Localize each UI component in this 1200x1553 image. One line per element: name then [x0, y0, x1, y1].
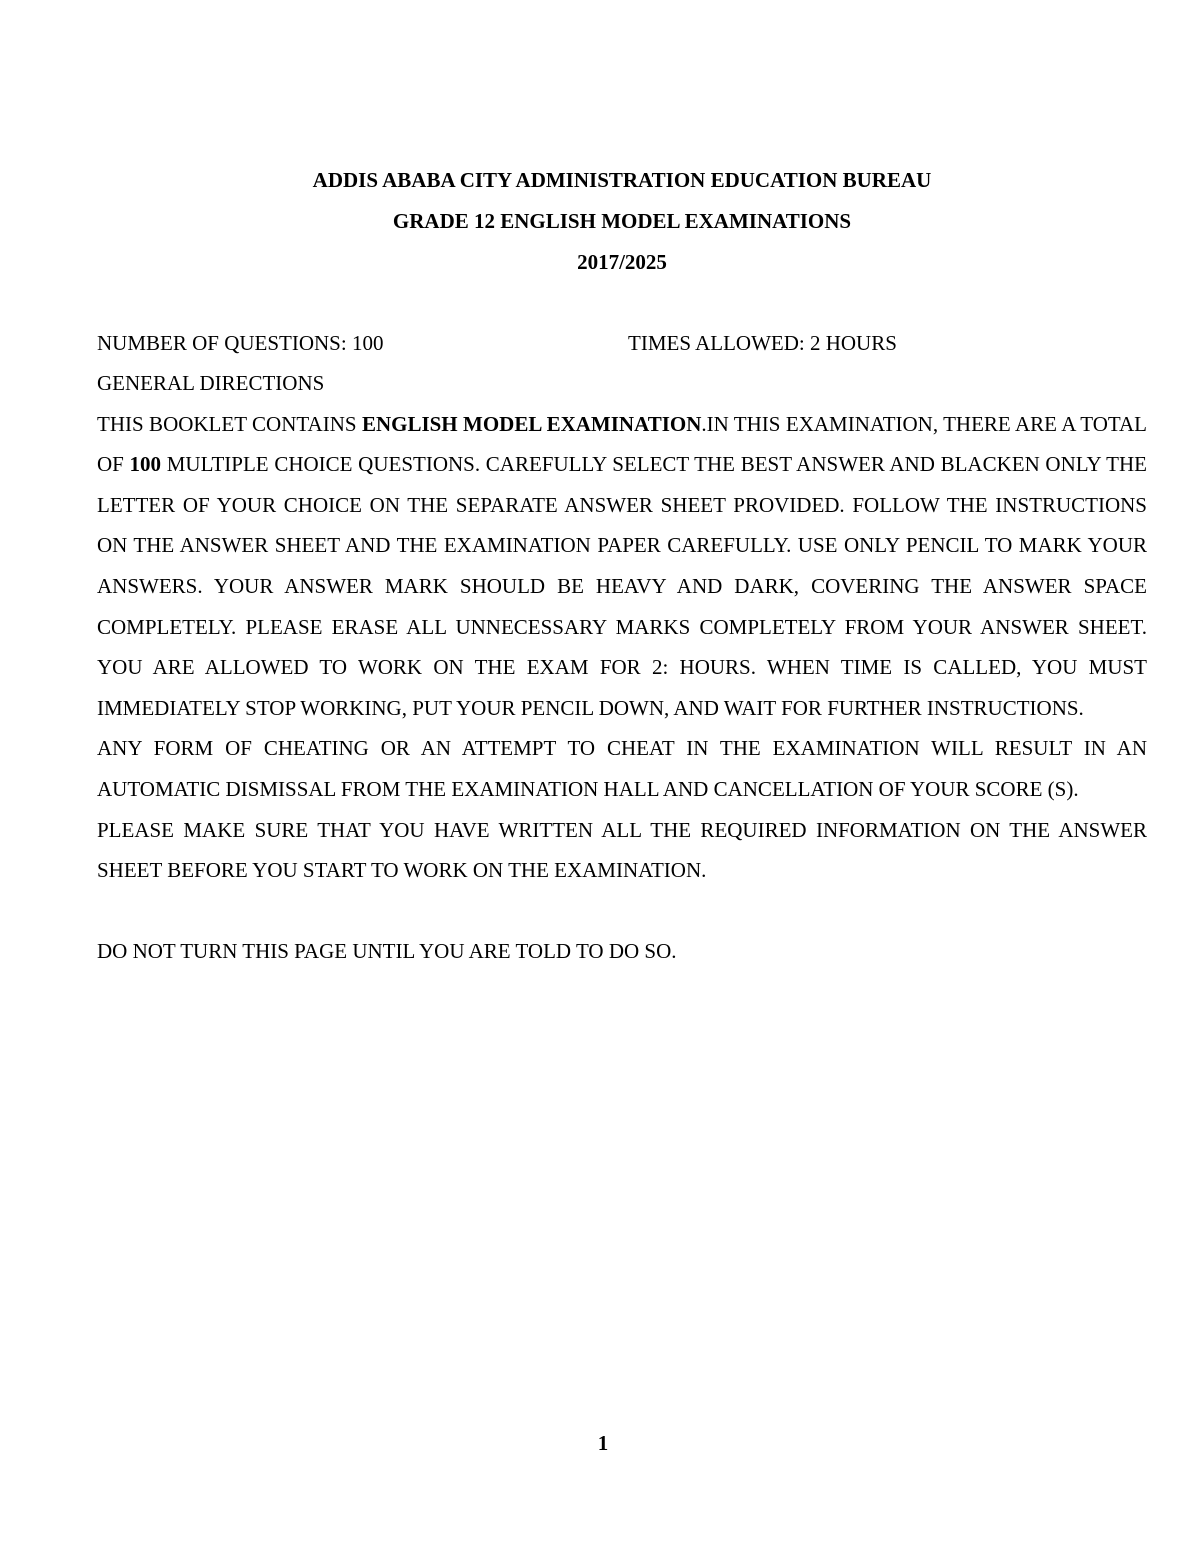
page-number: 1 — [597, 1431, 609, 1455]
directions-paragraph-1 — [97, 404, 1147, 729]
exam-name-emphasis: ENGLISH MODEL EXAMINATION — [361, 411, 702, 436]
directions-heading: GENERAL DIRECTIONS — [97, 371, 325, 395]
directions-paragraph-1-text-a: THIS BOOKLET CONTAINS — [97, 411, 362, 436]
header-institution: ADDIS ABABA CITY ADMINISTRATION EDUCATION BUREAU — [312, 168, 932, 192]
document-header — [0, 160, 1200, 283]
general-directions — [97, 363, 1147, 971]
paragraph-spacer — [97, 891, 1147, 931]
cheating-warning-paragraph: ANY FORM OF CHEATING OR AN ATTEMPT TO CHEAT IN THE EXAMINATION WILL RESULT IN AN AUTOMATIC DISMISSAL FROM THE EXAMINATION HALL AND CANCELLATION OF YOUR SCORE (S). — [97, 736, 1147, 801]
time-allowed: TIMES ALLOWED: 2 HOURS — [628, 331, 897, 355]
do-not-turn-warning: DO NOT TURN THIS PAGE UNTIL YOU ARE TOLD TO DO SO. — [97, 938, 677, 963]
question-count-emphasis: 100 — [129, 452, 162, 477]
exam-meta — [97, 323, 1147, 363]
answer-sheet-reminder-paragraph: PLEASE MAKE SURE THAT YOU HAVE WRITTEN ALL THE REQUIRED INFORMATION ON THE ANSWER SHEET BEFORE YOU START TO WORK ON THE EXAMINATION. — [97, 817, 1147, 883]
header-year: 2017/2025 — [577, 250, 667, 274]
directions-paragraph-1-text-c: MULTIPLE CHOICE QUESTIONS. CAREFULLY SELECT THE BEST ANSWER AND BLACKEN ONLY THE LETTER OF YOUR CHOICE ON THE SEPARATE ANSWER SHEET PROVIDED. FOLLOW THE INSTRUCTIONS ON THE ANSWER SHEET AND THE EXAMINATION PAPER CAREFULLY. USE ONLY PENCIL TO MARK YOUR ANSWERS. YOUR ANSWER MARK SHOULD BE HEAVY AND DARK, COVERING THE ANSWER SPACE COMPLETELY. PLEASE ERASE ALL UNNECESSARY MARKS COMPLETELY FROM YOUR ANSWER SHEET. YOU ARE ALLOWED TO WORK ON THE EXAM FOR 2: HOURS. WHEN TIME IS CALLED, YOU MUST IMMEDIATELY STOP WORKING, PUT YOUR PENCIL DOWN, AND WAIT FOR FURTHER INSTRUCTIONS. — [97, 452, 1147, 720]
number-of-questions: NUMBER OF QUESTIONS: 100 — [97, 331, 384, 355]
directions-paragraph-1-text-b: .IN THIS EXAMINATION, THERE ARE A TOTAL OF — [97, 411, 1147, 477]
header-exam-title: GRADE 12 ENGLISH MODEL EXAMINATIONS — [392, 209, 852, 233]
